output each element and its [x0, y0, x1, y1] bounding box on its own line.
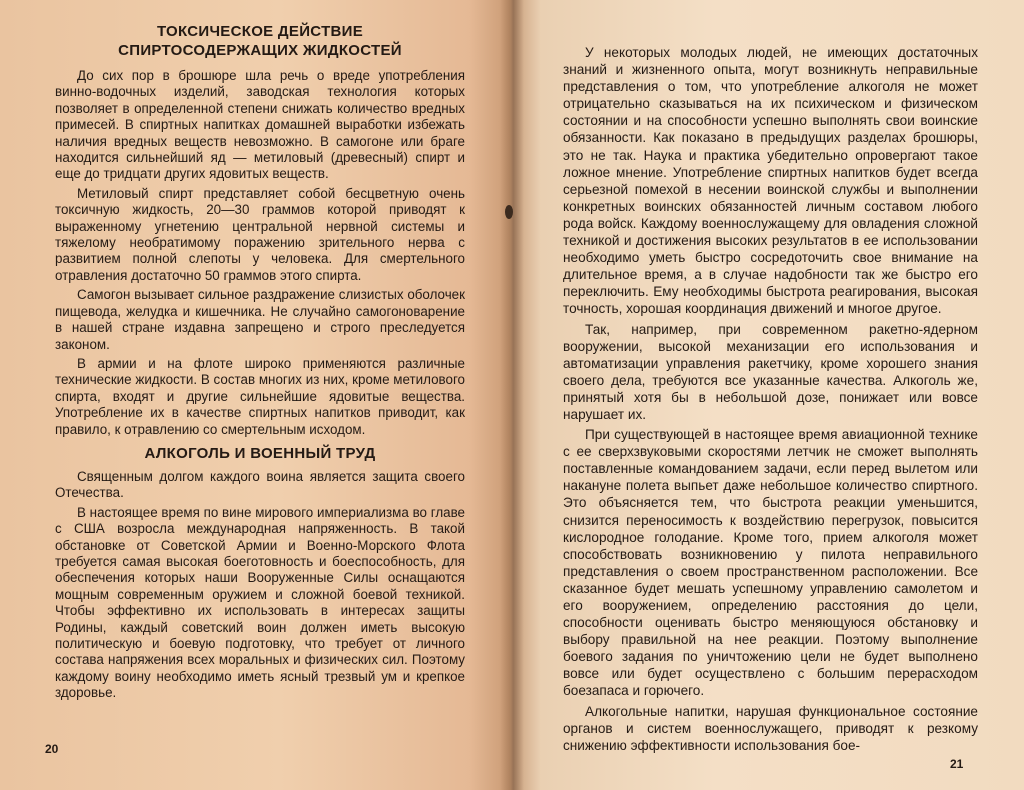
paragraph: В настоящее время по вине мирового империализма во главе с США возросла международная напряженность. В такой обстановке от Советской Армии и Военно-Морского Флота требуется самая высокая боеготовность и боеспособность, для обеспечения которых наши Вооруженные Силы оснащаются мощным современным оружием и сложной боевой техникой. Чтобы эффективно их использовать в интересах защиты Родины, каждый советский воин должен иметь высокую политическую и боевую подготовку, что требует от личного состава напряжения всех моральных и физических сил. Поэтому каждому воину необходимо иметь ясный трезвый ум и крепкое здоровье. — [55, 504, 465, 701]
page-number-left: 20 — [45, 742, 59, 756]
paragraph: В армии и на флоте широко применяются различные технические жидкости. В состав многих из них, кроме метилового спирта, входят и другие сильнейшие ядовитые вещества. Употребление их в качестве спиртных напитков приводит, как правило, к отравлению со смертельным исходом. — [55, 355, 465, 437]
section-heading-toxic-line2: СПИРТОСОДЕРЖАЩИХ ЖИДКОСТЕЙ — [118, 42, 402, 59]
right-page — [510, 0, 1024, 790]
paragraph: У некоторых молодых людей, не имеющих достаточных знаний и жизненного опыта, могут возникнуть неправильные представления о том, что употребление алкоголя не может отрицательно сказываться на их психическом и физическом состоянии и на способности успешно выполнять свои воинские обязанности. Как показано в предыдущих разделах брошюры, это не так. Наука и практика убедительно опровергают такое ложное мнение. Употребление спиртных напитков будет всегда серьезной помехой в несении воинской службы и выполнении конкретных воинских обязанностей личным составом любого рода войск. Каждому военнослужащему для овладения сложной техникой и достижения высоких результатов в ее использовании необходимо уметь быстро сосредоточить свое внимание на длительное время, а в случае надобности так же быстро его переключить. Ему необходимы быстрота реагирования, высокая точность, хорошая координация движений и многое другое. — [563, 45, 978, 317]
left-page — [0, 0, 510, 790]
section-heading-military-labor: АЛКОГОЛЬ И ВОЕННЫЙ ТРУД — [144, 444, 376, 462]
paragraph: Метиловый спирт представляет собой бесцветную очень токсичную жидкость, 20—30 граммов которой приводят к выраженному угнетению центральной нервной системы и тяжелому необратимому поражению зрительного нерва с развитием полной слепоты у человека. Для смертельного отравления достаточно 50 граммов этого спирта. — [55, 185, 465, 283]
right-page-text — [563, 44, 978, 757]
paragraph: Самогон вызывает сильное раздражение слизистых оболочек пищевода, желудка и кишечника. Не случайно самогоноварение в нашей стране издавна запрещено и строго преследуется законом. — [55, 287, 465, 352]
paragraph: Так, например, при современном ракетно-ядерном вооружении, высокой механизации его использования и автоматизации управления ракетчику, кроме хорошего знания своего дела, требуются все указанные качества. Алкоголь же, принятый хотя бы в небольшой дозе, понижает или вовсе нарушает их. — [563, 321, 978, 422]
section-heading-toxic-line1: ТОКСИЧЕСКОЕ ДЕЙСТВИЕ — [156, 23, 364, 40]
paragraph: Священным долгом каждого воина является защита своего Отечества. — [55, 468, 465, 501]
staple-mark — [505, 205, 513, 219]
paragraph: До сих пор в брошюре шла речь о вреде употребления винно-водочных изделий, заводская технология которых позволяет в определенной степени снижать количество вредных примесей. В спиртных напитках домашней выработки избежать наличия вредных веществ невозможно. В самогоне или браге находится сильнейший яд — метиловый (древесный) спирт и еще до тридцати других ядовитых веществ. — [55, 68, 465, 182]
paragraph: При существующей в настоящее время авиационной технике с ее сверхзвуковыми скоростями летчик не сможет выполнять поставленные командованием задачи, если перед вылетом или накануне полета выпьет даже небольшое количество спиртного. Это объясняется тем, что быстрота реакции уменьшится, снизится переносимость к воздействию перегрузок, повысится кислородное голодание. Кроме того, прием алкоголя может способствовать возникновению у пилота неправильного представления о своем пространственном расположении. Все сказанное будет мешать успешному управлению самолетом и его вооружением, определению расстояния до цели, способности оценивать быстро меняющуюся обстановку и выбору правильной на нее реакции. Поэтому выполнение боевого задания по уничтожению цели не будет выполнено вовсе или будет осуществлено с большим перерасходом боезапаса и горючего. — [563, 427, 978, 699]
paragraph: Алкогольные напитки, нарушая функциональное состояние органов и систем военнослужащего, приводят к резкому снижению эффективности использования бое- — [563, 703, 978, 753]
left-page-text — [55, 22, 465, 705]
page-number-right: 21 — [950, 757, 964, 771]
